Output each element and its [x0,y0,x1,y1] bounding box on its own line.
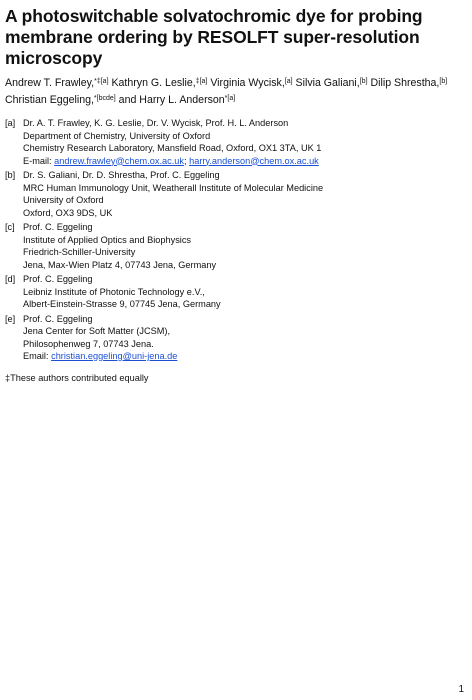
affiliation-address [23,169,462,219]
author-name: Kathryn G. Leslie, [111,77,196,89]
affiliation-line: Department of Chemistry, University of Oxford [23,130,211,141]
affiliation [5,313,462,363]
author-name: Christian Eggeling, [5,94,94,106]
affiliation-line: Prof. C. Eggeling [23,274,93,284]
affiliation-line: MRC Human Immunology Unit, Weatherall Institute of Molecular Medicine [23,182,324,193]
paper-title: A photoswitchable solvatochromic dye for probing membrane ordering by RESOLFT super-resolution microscopy [5,6,423,68]
affiliation-line: Leibniz Institute of Photonic Technology e.V., [23,286,205,297]
author-affiliation-marker: [b] [439,78,448,86]
affiliation-line: Jena Center for Soft Matter (JCSM), [23,326,171,336]
affiliation-line: University of Oxford [23,195,104,205]
affiliation-line: Oxford, OX3 9DS, UK [23,207,113,218]
affiliation-line [23,155,462,168]
affiliation-address [23,273,462,311]
author-list [5,75,462,109]
affiliation-line: Institute of Applied Optics and Biophysics [23,234,192,245]
affiliation [5,169,462,219]
page-number: 1 [458,684,464,695]
author [210,77,295,89]
author-affiliation-marker: *‡[a] [94,78,109,86]
affiliation-address [23,313,462,363]
affiliation-label: [e] [5,313,16,324]
email-label: E-mail: [23,155,55,166]
affiliation-label: [b] [5,170,16,180]
author-affiliation-marker: [a] [284,78,293,86]
author [111,77,210,89]
affiliation-line: Jena, Max-Wien Platz 4, 07743 Jena, Germany [23,259,217,270]
affiliation [5,117,462,167]
author [5,94,119,106]
affiliation-line: Prof. C. Eggeling [23,222,93,232]
author-name: and Harry L. Anderson [118,94,225,106]
author [296,77,371,89]
author-name: Virginia Wycisk, [210,77,285,89]
affiliation [5,221,462,271]
email-link[interactable]: andrew.frawley@chem.ox.ac.uk [54,155,184,166]
author-affiliation-marker: [b] [359,78,368,86]
author-name: Dilip Shrestha, [370,77,440,89]
author [370,77,447,89]
author-affiliation-marker: *[a] [224,95,236,103]
affiliation-label: [d] [5,274,16,284]
email-link[interactable]: harry.anderson@chem.ox.ac.uk [189,155,319,166]
affiliation-line: Philosophenweg 7, 07743 Jena. [23,338,154,349]
affiliation-line: Dr. S. Galiani, Dr. D. Shrestha, Prof. C. Eggeling [23,170,220,180]
email-label: ; [183,155,190,166]
affiliation-line [23,350,462,363]
affiliation-line: Dr. A. T. Frawley, K. G. Leslie, Dr. V. Wycisk, Prof. H. L. Anderson [23,118,289,128]
equal-contribution-note: ‡These authors contributed equally [5,372,149,383]
author [5,77,111,89]
affiliation-list [5,117,462,363]
affiliation [5,273,462,311]
author-affiliation-marker: ‡[a] [195,78,208,86]
affiliation-label: [a] [5,118,16,128]
affiliation-address [23,221,462,271]
affiliation-line: Albert-Einstein-Strasse 9, 07745 Jena, Germany [23,299,221,309]
email-label: Email: [23,351,52,361]
author-name: Silvia Galiani, [295,77,360,89]
affiliation-line: Chemistry Research Laboratory, Mansfield Road, Oxford, OX1 3TA, UK 1 [23,143,322,153]
author [119,94,236,106]
affiliation-line: Prof. C. Eggeling [23,313,93,324]
email-link[interactable]: christian.eggeling@uni-jena.de [51,351,178,361]
affiliation-line: Friedrich-Schiller-University [23,247,136,257]
affiliation-label: [c] [5,222,15,232]
author-affiliation-marker: *[bcde] [93,95,116,103]
affiliation-address [23,117,462,167]
author-name: Andrew T. Frawley, [5,77,95,89]
